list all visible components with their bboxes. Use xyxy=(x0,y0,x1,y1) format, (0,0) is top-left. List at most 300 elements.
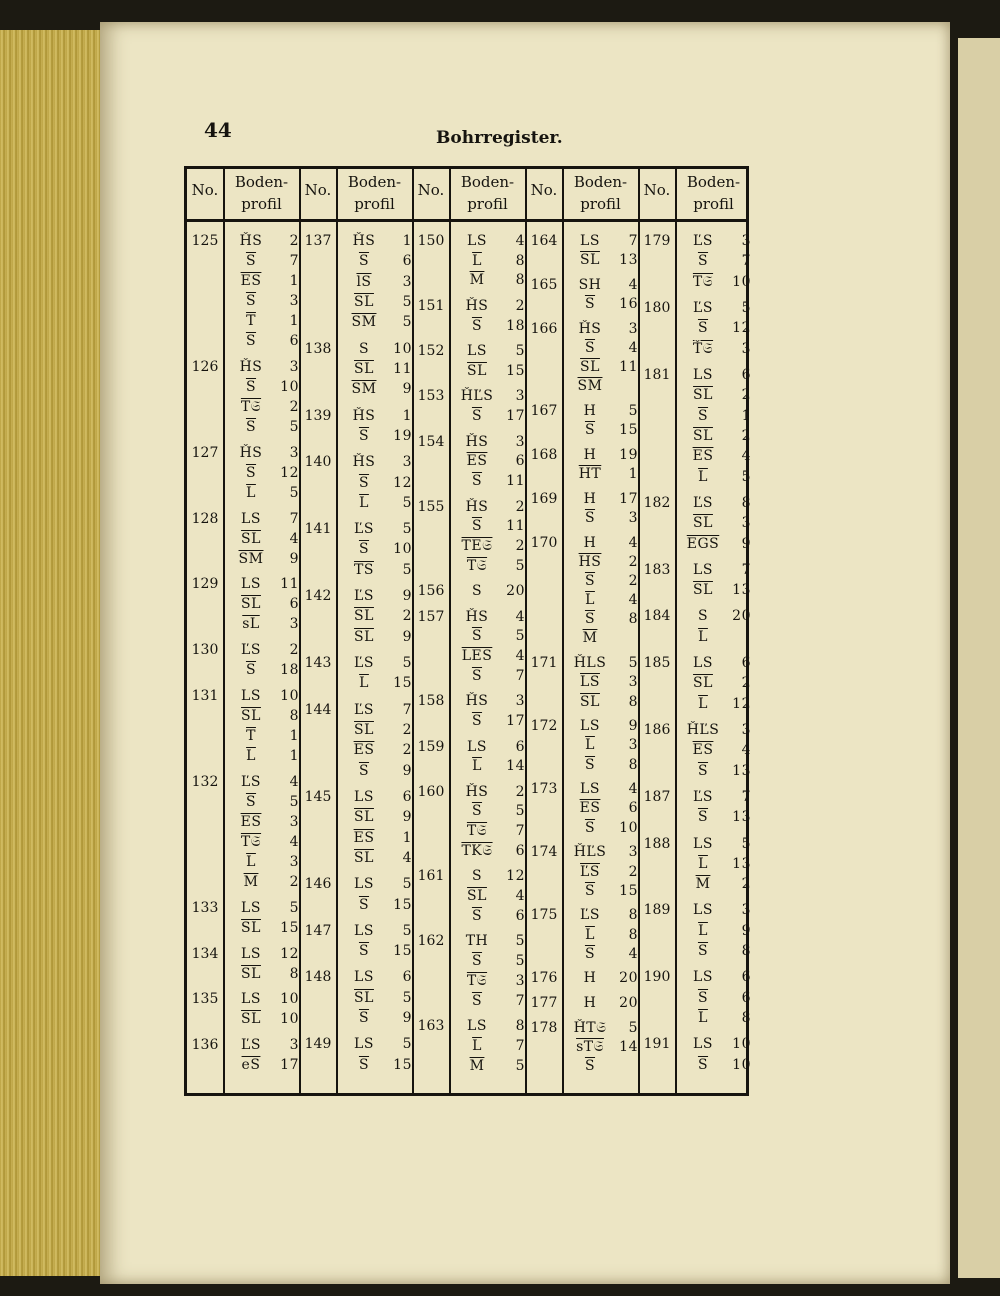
depth-value: 4 xyxy=(515,648,525,665)
profile-line xyxy=(683,836,751,852)
depth-value: 3 xyxy=(741,515,751,532)
entry-number: 150 xyxy=(417,233,445,249)
soil-symbol: $\overline{S}$ xyxy=(245,418,257,435)
depth-value: 5 xyxy=(515,343,525,360)
soil-symbol: T𝔖 xyxy=(240,833,262,850)
depth-value: 2 xyxy=(628,573,638,589)
depth-value: 6 xyxy=(741,969,751,986)
profile-line xyxy=(683,809,751,825)
soil-symbol: $\overline{ĽS}$ xyxy=(580,863,600,880)
profile-line xyxy=(457,408,525,424)
profile-line xyxy=(457,318,525,334)
depth-value: 5 xyxy=(402,561,412,578)
profile-line xyxy=(457,648,525,664)
profile-line xyxy=(570,781,638,797)
profile-line xyxy=(683,722,751,738)
soil-symbol: $\overline{SL}$ xyxy=(241,530,261,547)
soil-symbol: LS xyxy=(467,233,487,249)
depth-value: 5 xyxy=(402,521,412,538)
profile-line xyxy=(457,784,525,800)
depth-value: 5 xyxy=(628,655,638,672)
depth-value: 3 xyxy=(628,737,638,754)
soil-symbol: $\overline{M}$ xyxy=(582,630,598,647)
soil-symbol: $\overline{L}$ xyxy=(585,926,595,943)
soil-symbol: $\overline{S}$ xyxy=(358,896,370,913)
depth-value: 6 xyxy=(402,969,412,986)
profile-line xyxy=(231,511,299,527)
soil-symbol: ĽS xyxy=(580,907,600,924)
depth-value: 12 xyxy=(393,474,412,491)
profile-line xyxy=(683,969,751,985)
soil-symbol: ĽS xyxy=(241,1037,261,1054)
entry-number: 167 xyxy=(530,403,558,419)
soil-symbol: $\overline{S}$ xyxy=(471,992,483,1009)
entry-number: 162 xyxy=(417,933,445,950)
soil-symbol: ȞĽS xyxy=(460,388,494,405)
entry-number: 151 xyxy=(417,297,445,314)
profile-line xyxy=(683,469,751,485)
entry-number: 153 xyxy=(417,388,445,405)
depth-value: 9 xyxy=(628,718,638,735)
depth-value: 2 xyxy=(289,873,299,890)
profile-line xyxy=(231,662,299,678)
depth-value: 8 xyxy=(628,756,638,773)
profile-line xyxy=(231,399,299,415)
soil-symbol: LS xyxy=(354,922,374,939)
entry-number: 171 xyxy=(530,655,558,672)
column-rule xyxy=(675,169,677,1093)
soil-symbol: $\overline{SL}$ xyxy=(693,675,713,692)
soil-symbol: ĽS xyxy=(354,588,374,605)
depth-value: 5 xyxy=(402,494,412,511)
profile-line xyxy=(570,757,638,773)
soil-symbol: $\overline{L}$ xyxy=(698,695,708,712)
depth-value: 19 xyxy=(619,446,638,463)
depth-value: 14 xyxy=(506,758,525,775)
soil-symbol: $\overline{lS}$ xyxy=(356,273,372,290)
soil-symbol: $\overline{SL}$ xyxy=(467,362,487,379)
depth-value: 8 xyxy=(628,926,638,943)
profile-line xyxy=(344,314,412,330)
profile-line xyxy=(344,294,412,310)
entry-number: 183 xyxy=(643,561,671,578)
soil-symbol: $\overline{TS}$ xyxy=(354,561,374,578)
soil-symbol: Ť𝔖 xyxy=(692,340,714,357)
depth-value: 2 xyxy=(289,233,299,249)
depth-value: 8 xyxy=(628,693,638,710)
soil-symbol: $\overline{S}$ xyxy=(358,1056,370,1073)
depth-value: 6 xyxy=(289,333,299,349)
depth-value: 15 xyxy=(393,675,412,692)
column-rule xyxy=(562,169,564,1093)
soil-symbol: ȞĽS xyxy=(686,721,720,738)
soil-symbol: ȞS xyxy=(239,233,263,249)
profile-line xyxy=(570,864,638,880)
soil-symbol: $\overline{S}$ xyxy=(697,762,709,779)
soil-symbol: LS xyxy=(241,945,261,962)
depth-value: 13 xyxy=(732,809,751,826)
profile-line xyxy=(457,823,525,839)
depth-value: 2 xyxy=(289,398,299,415)
soil-symbol: LS xyxy=(693,902,713,919)
depth-value: 6 xyxy=(515,907,525,924)
soil-symbol: $\overline{S}$ xyxy=(358,943,370,960)
entry-number: 145 xyxy=(304,788,332,805)
depth-value: 8 xyxy=(741,943,751,960)
depth-value: 20 xyxy=(619,995,638,1012)
soil-symbol: T𝔖 xyxy=(240,398,262,415)
profile-line xyxy=(683,763,751,779)
depth-value: 7 xyxy=(628,233,638,249)
entry-number: 143 xyxy=(304,655,332,672)
depth-value: 20 xyxy=(732,608,751,625)
depth-value: 7 xyxy=(515,992,525,1009)
profile-line xyxy=(231,293,299,309)
depth-value: 5 xyxy=(515,803,525,820)
profile-line xyxy=(344,274,412,290)
soil-symbol: $\overline{SL}$ xyxy=(354,849,374,866)
entry-number: 155 xyxy=(417,498,445,515)
entry-number: 160 xyxy=(417,783,445,800)
depth-value: 10 xyxy=(732,1036,751,1053)
depth-value: 17 xyxy=(506,408,525,425)
profile-line xyxy=(231,874,299,890)
profile-line xyxy=(683,608,751,624)
profile-line xyxy=(231,419,299,435)
profile-line xyxy=(344,850,412,866)
column-rule xyxy=(299,169,301,1093)
soil-symbol: $\overline{L}$ xyxy=(585,592,595,609)
depth-value: 2 xyxy=(402,608,412,625)
soil-symbol: $\overline{SL}$ xyxy=(693,427,713,444)
profile-line xyxy=(457,953,525,969)
entry-number: 140 xyxy=(304,454,332,471)
depth-value: 6 xyxy=(289,596,299,613)
depth-value: 5 xyxy=(289,484,299,501)
profile-line xyxy=(457,668,525,684)
depth-value: 20 xyxy=(506,583,525,600)
profile-line xyxy=(570,1020,638,1036)
soil-symbol: S xyxy=(358,340,370,357)
soil-symbol: T𝔖 xyxy=(466,972,488,989)
depth-value: 1 xyxy=(628,466,638,483)
entry-number: 159 xyxy=(417,738,445,755)
depth-value: 9 xyxy=(741,922,751,939)
profile-line xyxy=(570,946,638,962)
profile-line xyxy=(344,381,412,397)
profile-line xyxy=(344,722,412,738)
profile-line xyxy=(231,576,299,592)
depth-value: 14 xyxy=(619,1039,638,1056)
soil-symbol: $\overline{SL}$ xyxy=(467,888,487,905)
depth-value: 3 xyxy=(289,444,299,461)
depth-value: 4 xyxy=(402,849,412,866)
profile-line xyxy=(457,233,525,249)
depth-value: 11 xyxy=(619,359,638,376)
profile-line xyxy=(231,333,299,349)
soil-symbol: $\overline{S}$ xyxy=(358,541,370,558)
depth-value: 4 xyxy=(628,276,638,293)
soil-symbol: SH xyxy=(578,276,602,293)
profile-line xyxy=(570,573,638,589)
entry-number: 176 xyxy=(530,970,558,987)
soil-symbol: $\overline{SL}$ xyxy=(354,809,374,826)
entry-number: 156 xyxy=(417,583,445,600)
depth-value: 15 xyxy=(619,882,638,899)
profile-line xyxy=(231,1057,299,1073)
profile-line xyxy=(231,379,299,395)
bohrregister-table xyxy=(184,166,749,1096)
profile-line xyxy=(683,582,751,598)
soil-symbol: LS xyxy=(467,1018,487,1035)
depth-value: 11 xyxy=(506,473,525,490)
soil-symbol: TK𝔖 xyxy=(461,842,493,859)
profile-line xyxy=(344,1036,412,1052)
depth-value: 3 xyxy=(628,674,638,691)
soil-symbol: $\overline{SL}$ xyxy=(693,515,713,532)
depth-value: 3 xyxy=(289,1037,299,1054)
depth-value: 3 xyxy=(741,721,751,738)
profile-line xyxy=(570,844,638,860)
depth-value: 3 xyxy=(289,293,299,309)
profile-line xyxy=(683,655,751,671)
depth-value: 15 xyxy=(393,896,412,913)
depth-value: 5 xyxy=(402,294,412,311)
column-rule xyxy=(336,169,338,1093)
depth-value: 8 xyxy=(515,1018,525,1035)
header-bodenprofil: Boden- profil xyxy=(460,173,515,213)
soil-symbol: $\overline{S}$ xyxy=(245,662,257,679)
soil-symbol: $\overline{S}$ xyxy=(471,518,483,535)
profile-line xyxy=(683,274,751,290)
profile-line xyxy=(344,876,412,892)
depth-value: 15 xyxy=(280,919,299,936)
profile-line xyxy=(344,495,412,511)
profile-line xyxy=(570,296,638,312)
depth-value: 1 xyxy=(289,273,299,289)
depth-value: 6 xyxy=(741,989,751,1006)
soil-symbol: LS xyxy=(467,343,487,360)
entry-number: 169 xyxy=(530,490,558,507)
profile-line xyxy=(570,447,638,463)
soil-symbol: $\overline{SL}$ xyxy=(354,360,374,377)
profile-line xyxy=(683,675,751,691)
soil-symbol: $\overline{S}$ xyxy=(697,989,709,1006)
profile-line xyxy=(457,758,525,774)
profile-line xyxy=(570,800,638,816)
entry-number: 168 xyxy=(530,446,558,463)
profile-line xyxy=(231,774,299,790)
soil-symbol: ĽS xyxy=(241,642,261,659)
profile-line xyxy=(457,453,525,469)
profile-line xyxy=(570,510,638,526)
soil-symbol: LS xyxy=(693,969,713,986)
profile-line xyxy=(457,973,525,989)
profile-line xyxy=(231,946,299,962)
depth-value: 6 xyxy=(628,800,638,817)
depth-value: 3 xyxy=(515,972,525,989)
profile-line xyxy=(457,868,525,884)
soil-symbol: $\overline{M}$ xyxy=(469,1057,485,1074)
entry-number: 186 xyxy=(643,721,671,738)
profile-line xyxy=(457,343,525,359)
soil-symbol: $\overline{sL}$ xyxy=(242,616,260,633)
entry-number: 129 xyxy=(191,576,219,593)
depth-value: 13 xyxy=(732,762,751,779)
depth-value: 10 xyxy=(280,688,299,704)
soil-symbol: LS xyxy=(467,738,487,755)
profile-line xyxy=(683,943,751,959)
depth-value: 4 xyxy=(289,773,299,790)
depth-value: 3 xyxy=(515,388,525,405)
profile-line xyxy=(231,1037,299,1053)
soil-symbol: $\overline{S}$ xyxy=(358,427,370,444)
depth-value: 2 xyxy=(515,537,525,554)
profile-line xyxy=(231,273,299,289)
soil-symbol: ȞS xyxy=(352,407,376,424)
facing-page-edge xyxy=(958,38,1000,1278)
depth-value: 5 xyxy=(402,1036,412,1053)
depth-value: 9 xyxy=(741,535,751,552)
soil-symbol: S xyxy=(697,608,709,625)
profile-line xyxy=(457,713,525,729)
profile-line xyxy=(344,475,412,491)
profile-line xyxy=(683,629,751,645)
soil-symbol: $\overline{S}$ xyxy=(584,945,596,962)
soil-symbol: $\overline{SL}$ xyxy=(580,693,600,710)
soil-symbol: $\overline{L}$ xyxy=(246,484,256,501)
depth-value: 18 xyxy=(280,662,299,679)
profile-line xyxy=(457,1058,525,1074)
depth-value: 5 xyxy=(402,655,412,672)
profile-line xyxy=(457,843,525,859)
depth-value: 2 xyxy=(515,498,525,515)
depth-value: 2 xyxy=(741,675,751,692)
soil-symbol: $\overline{S}$ xyxy=(358,762,370,779)
soil-symbol: $\overline{S}$ xyxy=(697,320,709,337)
profile-line xyxy=(457,908,525,924)
profile-line xyxy=(344,541,412,557)
depth-value: 18 xyxy=(506,317,525,334)
entry-number: 187 xyxy=(643,788,671,805)
entry-number: 152 xyxy=(417,343,445,360)
soil-symbol: $\overline{S}$ xyxy=(584,296,596,313)
soil-symbol: $\overline{L}$ xyxy=(246,748,256,764)
soil-symbol: H xyxy=(583,446,597,463)
profile-line xyxy=(570,611,638,627)
depth-value: 5 xyxy=(515,953,525,970)
entry-number: 141 xyxy=(304,521,332,538)
entry-number: 184 xyxy=(643,608,671,625)
depth-value: 7 xyxy=(289,510,299,527)
depth-value: 6 xyxy=(402,788,412,805)
soil-symbol: $\overline{L}$ xyxy=(698,922,708,939)
soil-symbol: ȞS xyxy=(352,233,376,249)
soil-symbol: LS xyxy=(241,688,261,704)
depth-value: 9 xyxy=(402,628,412,645)
entry-number: 142 xyxy=(304,588,332,605)
profile-line xyxy=(683,341,751,357)
soil-symbol: $\overline{S}$ xyxy=(584,819,596,836)
profile-line xyxy=(457,933,525,949)
soil-symbol: ĽS xyxy=(693,494,713,511)
profile-line xyxy=(344,943,412,959)
header-rule xyxy=(187,219,746,222)
depth-value: 3 xyxy=(289,358,299,375)
profile-line xyxy=(457,739,525,755)
soil-symbol: $\overline{S}$ xyxy=(471,317,483,334)
profile-line xyxy=(683,923,751,939)
depth-value: 4 xyxy=(741,448,751,465)
profile-line xyxy=(231,233,299,249)
profile-line xyxy=(683,742,751,758)
soil-symbol: H xyxy=(583,403,597,419)
entry-number: 137 xyxy=(304,233,332,249)
profile-line xyxy=(344,702,412,718)
profile-line xyxy=(457,888,525,904)
soil-symbol: S xyxy=(471,583,483,600)
soil-symbol: sT𝔖 xyxy=(576,1039,604,1056)
depth-value: 7 xyxy=(515,823,525,840)
soil-symbol: LS xyxy=(354,1036,374,1053)
profile-line xyxy=(570,718,638,734)
depth-value: 10 xyxy=(280,1011,299,1028)
profile-line xyxy=(231,1011,299,1027)
soil-symbol: $\overline{HS}$ xyxy=(578,553,602,570)
depth-value: 1 xyxy=(402,407,412,424)
profile-line xyxy=(231,596,299,612)
soil-symbol: $\overline{ES}$ xyxy=(353,742,375,759)
soil-symbol: $\overline{S}$ xyxy=(584,339,596,356)
depth-value: 4 xyxy=(741,742,751,759)
soil-symbol: $\overline{M}$ xyxy=(243,873,259,890)
profile-line xyxy=(570,233,638,249)
depth-value: 15 xyxy=(393,943,412,960)
profile-line xyxy=(231,854,299,870)
depth-value: 5 xyxy=(289,899,299,916)
soil-symbol: $\overline{HT}$ xyxy=(578,466,602,483)
profile-line xyxy=(231,359,299,375)
profile-line xyxy=(231,966,299,982)
depth-value: 9 xyxy=(402,1010,412,1027)
profile-line xyxy=(570,535,638,551)
entry-number: 130 xyxy=(191,642,219,659)
profile-line xyxy=(344,675,412,691)
entry-number: 136 xyxy=(191,1037,219,1054)
depth-value: 8 xyxy=(515,252,525,269)
soil-symbol: $\overline{LS}$ xyxy=(580,674,600,691)
depth-value: 10 xyxy=(732,1056,751,1073)
soil-symbol: $\overline{M}$ xyxy=(469,272,485,289)
depth-value: 4 xyxy=(289,833,299,850)
profile-line xyxy=(570,674,638,690)
profile-line xyxy=(570,466,638,482)
soil-symbol: $\overline{S}$ xyxy=(697,943,709,960)
soil-symbol: LS xyxy=(241,991,261,1008)
profile-line xyxy=(570,378,638,394)
soil-symbol: $\overline{ES}$ xyxy=(353,829,375,846)
profile-line xyxy=(570,422,638,438)
profile-line xyxy=(570,995,638,1011)
profile-line xyxy=(231,748,299,764)
depth-value: 1 xyxy=(402,233,412,249)
profile-line xyxy=(344,742,412,758)
soil-symbol: $\overline{L}$ xyxy=(698,628,708,645)
soil-symbol: $\overline{S}$ xyxy=(584,573,596,589)
depth-value: 2 xyxy=(741,387,751,404)
profile-line xyxy=(570,340,638,356)
profile-line xyxy=(457,609,525,625)
